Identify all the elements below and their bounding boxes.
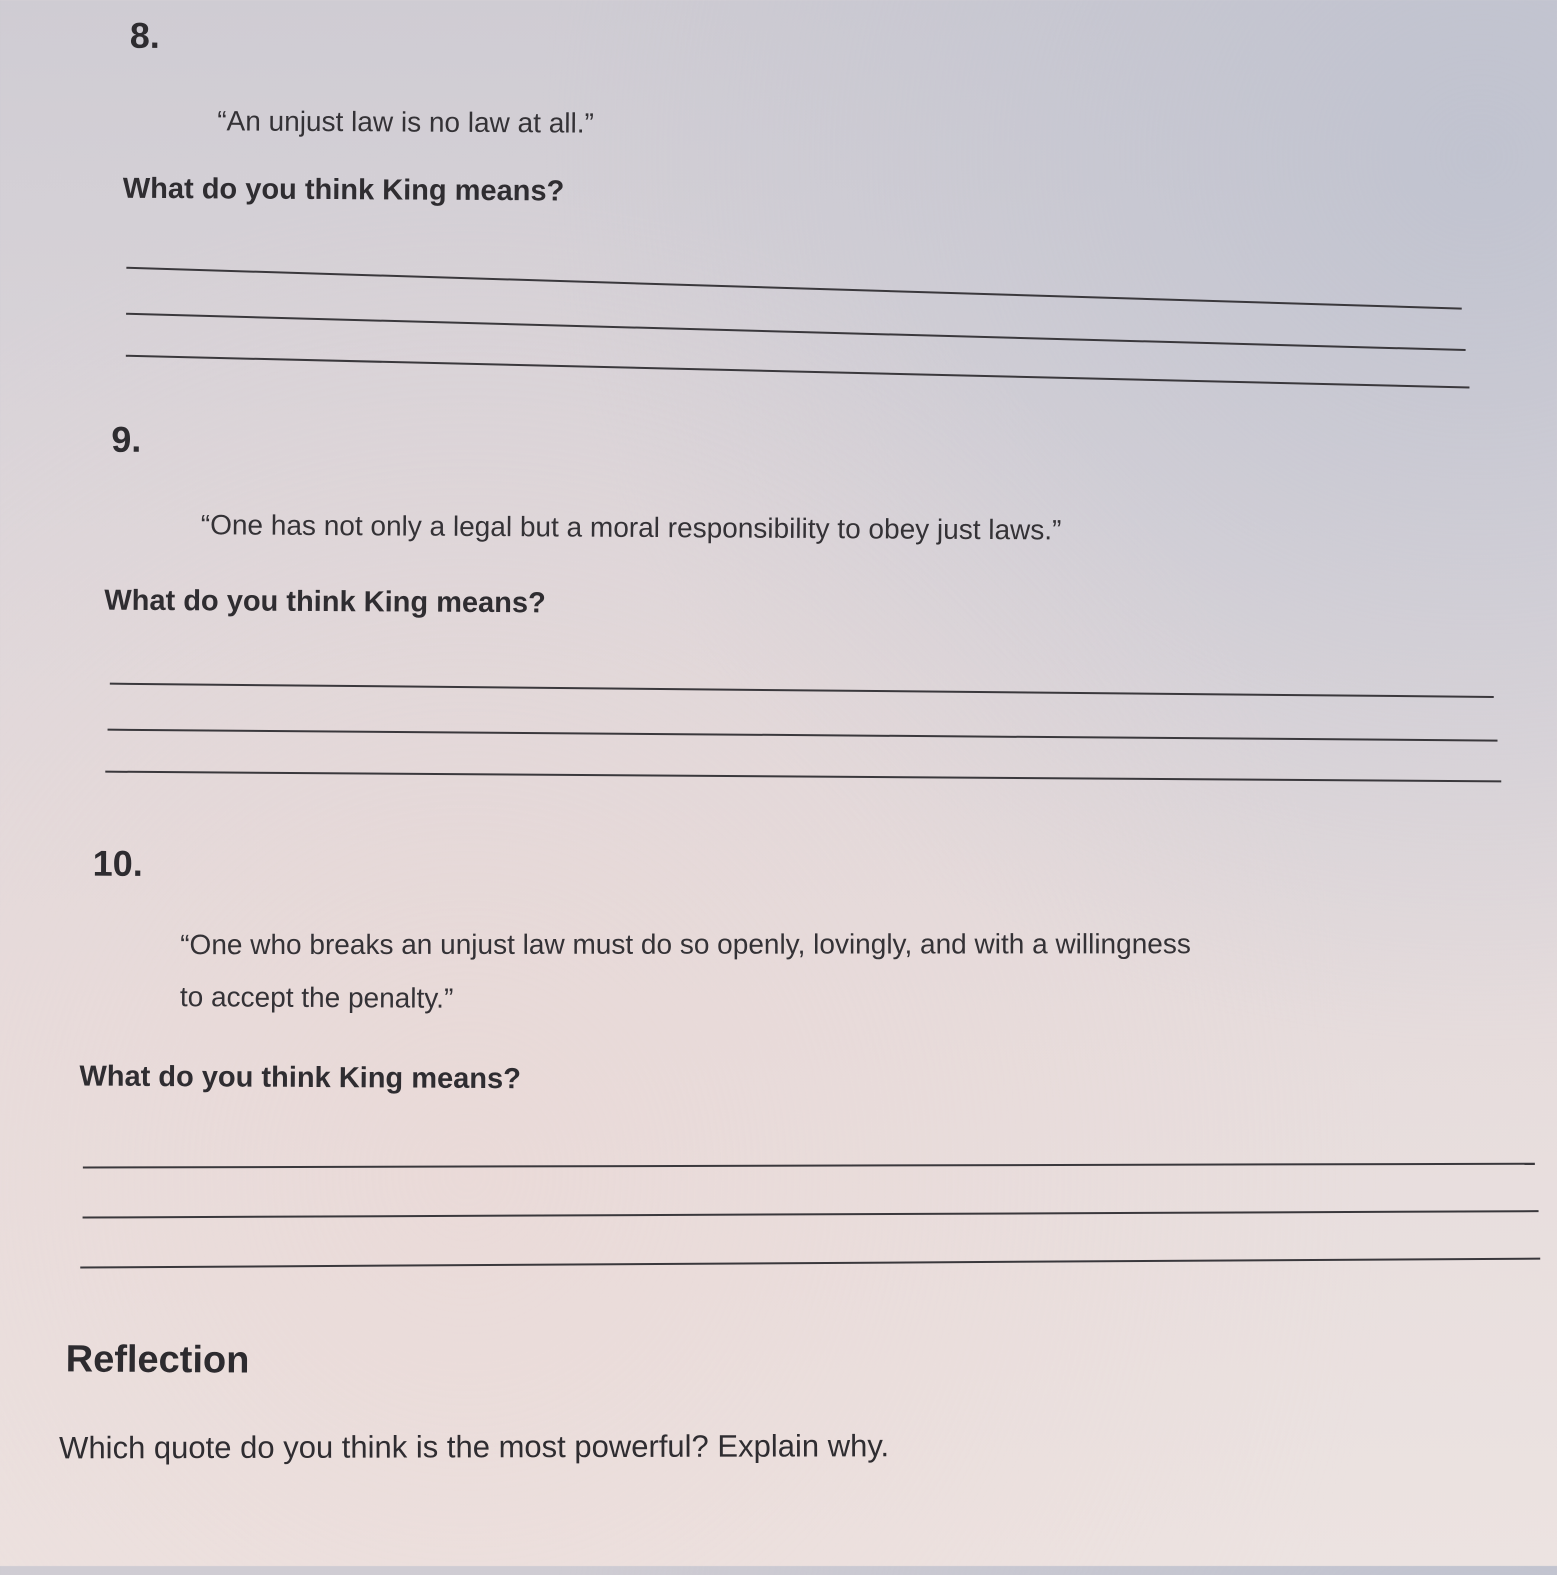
answer-line-10-3[interactable] (80, 1258, 1540, 1269)
reflection-question: Which quote do you think is the most powerful? Explain why. (59, 1428, 890, 1466)
answer-line-8-1[interactable] (126, 267, 1461, 310)
question-10-quote-line-2: to accept the penalty.” (179, 981, 454, 1014)
question-9-quote: “One has not only a legal but a moral responsibility to obey just laws.” (200, 509, 1062, 546)
question-8-quote: “An unjust law is no law at all.” (217, 105, 594, 139)
answer-line-8-2[interactable] (126, 313, 1466, 351)
question-9-prompt: What do you think King means? (104, 584, 546, 620)
answer-line-8-3[interactable] (126, 355, 1470, 389)
answer-line-10-2[interactable] (83, 1210, 1539, 1218)
question-10-quote-line-1: “One who breaks an unjust law must do so openly, lovingly, and with a willingness (180, 928, 1191, 961)
answer-line-10-1[interactable] (83, 1163, 1535, 1169)
answer-line-9-3[interactable] (105, 771, 1501, 783)
question-10-number: 10. (92, 842, 143, 884)
question-8-prompt: What do you think King means? (122, 172, 565, 208)
question-10-prompt: What do you think King means? (79, 1060, 521, 1096)
question-8-number: 8. (129, 14, 160, 56)
question-9-number: 9. (111, 418, 142, 460)
answer-line-9-1[interactable] (110, 683, 1494, 698)
answer-line-9-2[interactable] (108, 729, 1498, 742)
reflection-heading: Reflection (65, 1338, 250, 1382)
